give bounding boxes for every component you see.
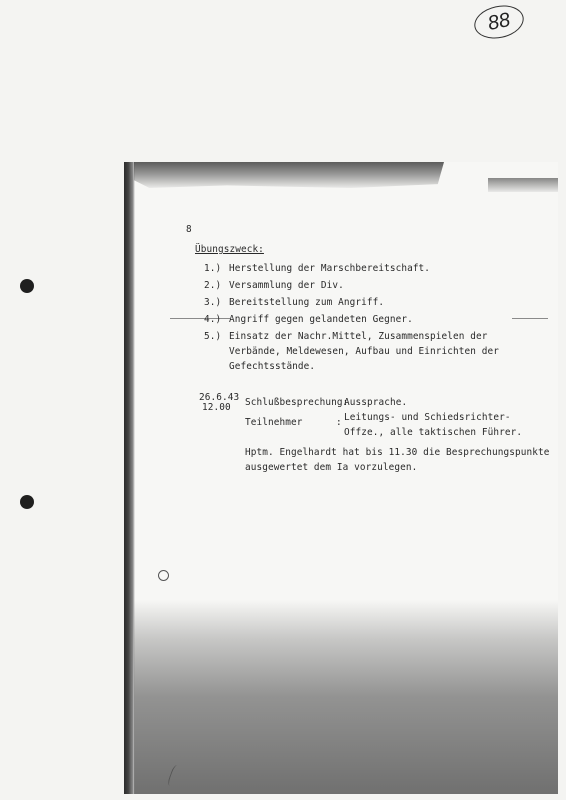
meeting-time: 12.00 [202, 402, 231, 413]
meeting-label: Schlußbesprechung: [245, 397, 349, 408]
list-item-number: 5.) [204, 331, 222, 342]
section-number: 8 [186, 224, 192, 235]
list-item: Herstellung der Marschbereitschaft. [229, 263, 431, 274]
list-item-number: 1.) [204, 263, 222, 274]
punch-hole [20, 495, 34, 509]
section-heading: Übungszweck: [195, 244, 264, 255]
list-item-line: Gefechtsstände. [229, 361, 316, 372]
photocopy-top-edge [488, 178, 558, 192]
photocopy-shading [134, 600, 558, 794]
list-item-number: 4.) [204, 314, 222, 325]
photocopy-edge [124, 162, 135, 794]
punch-hole [20, 279, 34, 293]
meeting-date: 26.6.43 [199, 392, 240, 403]
page-number-stamp: 88 [471, 1, 527, 43]
list-item-number: 2.) [204, 280, 222, 291]
participants-line: Leitungs- und Schiedsrichter- [344, 412, 511, 423]
scan-artifact-line [512, 318, 548, 319]
participants-line: Offze., alle taktischen Führer. [344, 427, 523, 438]
participants-label: Teilnehmer [245, 417, 303, 428]
list-item: Bereitstellung zum Angriff. [229, 297, 385, 308]
note-line: ausgewertet dem Ia vorzulegen. [245, 462, 418, 473]
list-item: Angriff gegen gelandeten Gegner. [229, 314, 413, 325]
scan-artifact-circle [158, 570, 169, 581]
participants-colon: : [336, 417, 342, 428]
note-line: Hptm. Engelhardt hat bis 11.30 die Besprechungspunkte [245, 447, 550, 458]
list-item: Versammlung der Div. [229, 280, 344, 291]
list-item-line: Verbände, Meldewesen, Aufbau und Einrichten der [229, 346, 499, 357]
list-item-line: Einsatz der Nachr.Mittel, Zusammenspielen der [229, 331, 488, 342]
photocopy-top-edge [134, 162, 444, 188]
meeting-value: Aussprache. [344, 397, 408, 408]
list-item-number: 3.) [204, 297, 222, 308]
